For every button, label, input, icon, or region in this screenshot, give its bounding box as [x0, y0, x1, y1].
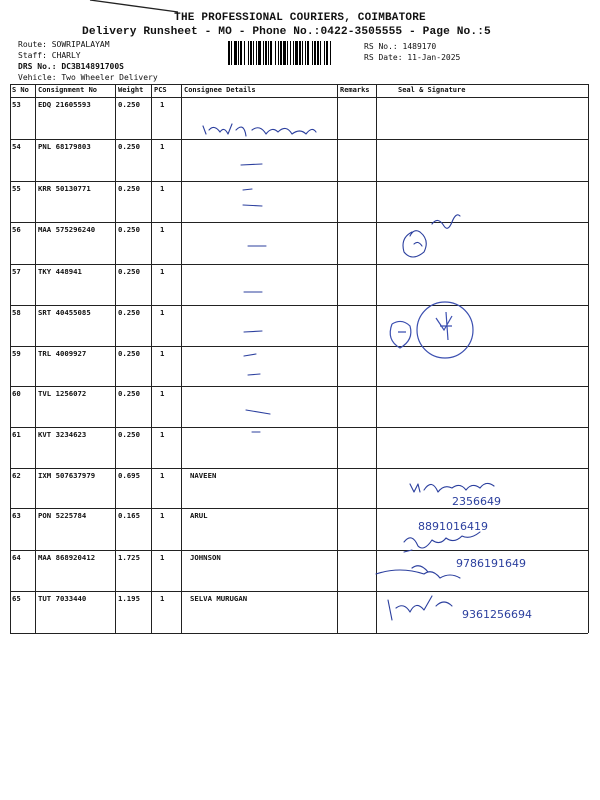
cell-weight: 1.725	[118, 553, 140, 562]
row-divider	[10, 468, 588, 469]
cell-sno: 61	[12, 430, 21, 439]
row-divider	[10, 508, 588, 509]
cell-pcs: 1	[160, 184, 165, 193]
handwritten-phone-row63: 8891016419	[418, 520, 488, 533]
cell-consignment: PNL 68179803	[38, 142, 91, 151]
row-divider	[10, 591, 588, 592]
cell-consignment: PON 5225784	[38, 511, 87, 520]
cell-consignment: MAA 868920412	[38, 553, 96, 562]
cell-sno: 55	[12, 184, 21, 193]
cell-consignee: ARUL	[190, 511, 208, 520]
cell-consignment: KVT 3234623	[38, 430, 87, 439]
cell-sno: 62	[12, 471, 21, 480]
row-divider	[10, 346, 588, 347]
row-divider	[10, 181, 588, 182]
cell-sno: 58	[12, 308, 21, 317]
cell-weight: 1.195	[118, 594, 140, 603]
cell-pcs: 1	[160, 511, 165, 520]
rs-date-field: RS Date: 11-Jan-2025	[364, 53, 461, 62]
column-header-signature: Seal & Signature	[398, 86, 466, 94]
cell-pcs: 1	[160, 471, 165, 480]
cell-consignment: TKY 448941	[38, 267, 82, 276]
cell-consignment: KRR 50130771	[38, 184, 91, 193]
row-divider	[10, 84, 588, 85]
row-divider	[10, 386, 588, 387]
cell-sno: 53	[12, 100, 21, 109]
cell-pcs: 1	[160, 594, 165, 603]
row-divider	[10, 264, 588, 265]
cell-sno: 57	[12, 267, 21, 276]
column-divider	[35, 84, 36, 633]
cell-sno: 60	[12, 389, 21, 398]
cell-pcs: 1	[160, 430, 165, 439]
column-header-weight: Weight	[118, 86, 144, 94]
cell-consignment: TVL 1256072	[38, 389, 87, 398]
row-divider	[10, 139, 588, 140]
cell-weight: 0.695	[118, 471, 140, 480]
cell-weight: 0.250	[118, 349, 140, 358]
cell-consignment: SRT 40455085	[38, 308, 91, 317]
signature-row64	[376, 566, 460, 578]
cell-consignment: TRL 4009927	[38, 349, 87, 358]
column-header-consignment: Consignment No	[38, 86, 98, 94]
cell-weight: 0.250	[118, 100, 140, 109]
handwritten-phone-row62: 2356649	[452, 495, 501, 508]
cell-pcs: 1	[160, 267, 165, 276]
column-header-remarks: Remarks	[340, 86, 370, 94]
dash-mark-row59	[244, 354, 256, 356]
dash-mark-row55b	[243, 205, 262, 206]
row-divider	[10, 550, 588, 551]
dash-mark-row55a	[243, 189, 252, 190]
signature-row62	[410, 483, 494, 492]
cell-consignment: TUT 7033440	[38, 594, 87, 603]
handwritten-phone-row64: 9786191649	[456, 557, 526, 570]
column-divider	[588, 84, 589, 633]
signature-scribble-row53	[203, 124, 316, 136]
cell-consignment: MAA 575296240	[38, 225, 96, 234]
column-header-sno: S No	[12, 86, 29, 94]
cell-sno: 54	[12, 142, 21, 151]
cell-sno: 59	[12, 349, 21, 358]
cell-consignee: SELVA MURUGAN	[190, 594, 248, 603]
cell-weight: 0.250	[118, 225, 140, 234]
document-subtitle: Delivery Runsheet - MO - Phone No.:0422-3505555 - Page No.:5	[82, 26, 491, 38]
cell-weight: 0.250	[118, 267, 140, 276]
row-divider	[10, 97, 588, 98]
drs-field: DRS No.: DC3B14891700S	[18, 62, 124, 71]
cell-weight: 0.250	[118, 389, 140, 398]
dash-mark-row60a	[248, 374, 260, 375]
cell-sno: 64	[12, 553, 21, 562]
cell-pcs: 1	[160, 349, 165, 358]
cell-weight: 0.250	[118, 142, 140, 151]
cell-weight: 0.250	[118, 184, 140, 193]
dash-mark-row58	[244, 331, 262, 332]
row-divider	[10, 305, 588, 306]
column-divider	[151, 84, 152, 633]
row-divider	[10, 633, 588, 634]
row-divider	[10, 222, 588, 223]
cell-consignee: NAVEEN	[190, 471, 217, 480]
cell-consignee: JOHNSON	[190, 553, 221, 562]
cell-pcs: 1	[160, 225, 165, 234]
handwritten-phone-row65: 9361256694	[462, 608, 532, 621]
cell-weight: 0.250	[118, 308, 140, 317]
courier-stamp	[390, 302, 473, 358]
vehicle-field: Vehicle: Two Wheeler Delivery	[18, 73, 158, 82]
signature-row63	[404, 532, 480, 552]
column-header-consignee: Consignee Details	[184, 86, 256, 94]
cell-pcs: 1	[160, 100, 165, 109]
column-header-pcs: PCS	[154, 86, 167, 94]
cell-pcs: 1	[160, 308, 165, 317]
cell-sno: 65	[12, 594, 21, 603]
cell-pcs: 1	[160, 142, 165, 151]
column-divider	[181, 84, 182, 633]
cell-consignment: IXM 507637979	[38, 471, 96, 480]
rs-number-field: RS No.: 1489170	[364, 42, 437, 51]
dash-mark-row60b	[246, 410, 270, 414]
cell-sno: 56	[12, 225, 21, 234]
staff-field: Staff: CHARLY	[18, 51, 81, 60]
cell-pcs: 1	[160, 553, 165, 562]
route-field: Route: SOWRIPALAYAM	[18, 40, 110, 49]
barcode	[228, 41, 360, 65]
column-divider	[115, 84, 116, 633]
row-divider	[10, 427, 588, 428]
signature-row65	[388, 596, 452, 620]
cell-pcs: 1	[160, 389, 165, 398]
dash-mark-row54	[241, 164, 262, 165]
column-divider	[376, 84, 377, 633]
cell-weight: 0.250	[118, 430, 140, 439]
column-divider	[337, 84, 338, 633]
cell-weight: 0.165	[118, 511, 140, 520]
column-divider	[10, 84, 11, 633]
cell-consignment: EDQ 21605593	[38, 100, 91, 109]
document-title: THE PROFESSIONAL COURIERS, COIMBATORE	[174, 12, 426, 24]
cell-sno: 63	[12, 511, 21, 520]
